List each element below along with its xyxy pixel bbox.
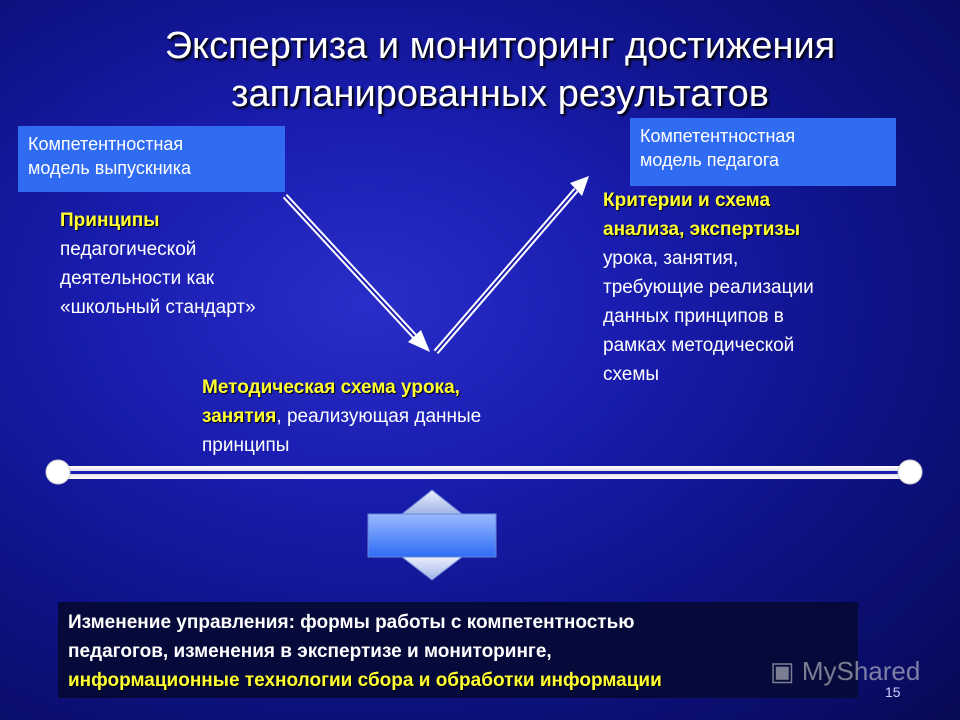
title-line-2: запланированных результатов (231, 73, 769, 115)
criteria-heading-1: Критерии и схема (603, 190, 771, 211)
bottom-line-2: педагогов, изменения в экспертизе и мониторинге, (68, 641, 552, 662)
method-heading-2: занятия (202, 406, 277, 427)
method-text (202, 373, 481, 460)
criteria-text (603, 186, 814, 389)
criteria-heading-2: анализа, экспертизы (603, 219, 801, 240)
principles-line-4: «школьный стандарт» (60, 297, 256, 318)
criteria-line-7: схемы (603, 364, 660, 385)
management-change-band (58, 602, 858, 698)
principles-line-3: деятельности как (60, 268, 215, 289)
method-line-3: принципы (202, 435, 290, 456)
horizontal-axis-line (46, 460, 922, 484)
watermark-text: MyShared (801, 656, 921, 686)
method-heading-1: Методическая схема урока, (202, 377, 460, 398)
criteria-line-6: рамках методической (603, 335, 795, 356)
bottom-line-3: информационные технологии сбора и обработки информации (68, 670, 662, 691)
watermark-logo (770, 656, 920, 687)
arrow-down-right (285, 196, 430, 352)
criteria-line-4: требующие реализации (603, 277, 814, 298)
method-line-2-rest: , реализующая данные (276, 406, 482, 427)
right-dot (898, 460, 922, 484)
criteria-line-5: данных принципов в (603, 306, 784, 327)
left-dot (46, 460, 70, 484)
principles-line-2: педагогической (60, 239, 197, 260)
watermark-icon: ▣ (770, 656, 795, 686)
page-number: 15 (885, 684, 901, 700)
up-down-arrow-cross (368, 490, 496, 580)
criteria-line-3: урока, занятия, (603, 248, 739, 269)
title-line-1: Экспертиза и мониторинг достижения (164, 25, 836, 67)
principles-text (60, 206, 256, 322)
graduate-model-line-1: Компетентностная (28, 134, 184, 154)
graduate-model-line-2: модель выпускника (28, 158, 191, 178)
teacher-model-line-2: модель педагога (640, 150, 780, 170)
teacher-model-line-1: Компетентностная (640, 126, 796, 146)
principles-heading: Принципы (60, 210, 160, 231)
bottom-line-1: Изменение управления: формы работы с компетентностью (68, 612, 635, 633)
arrow-up-right (436, 176, 589, 352)
